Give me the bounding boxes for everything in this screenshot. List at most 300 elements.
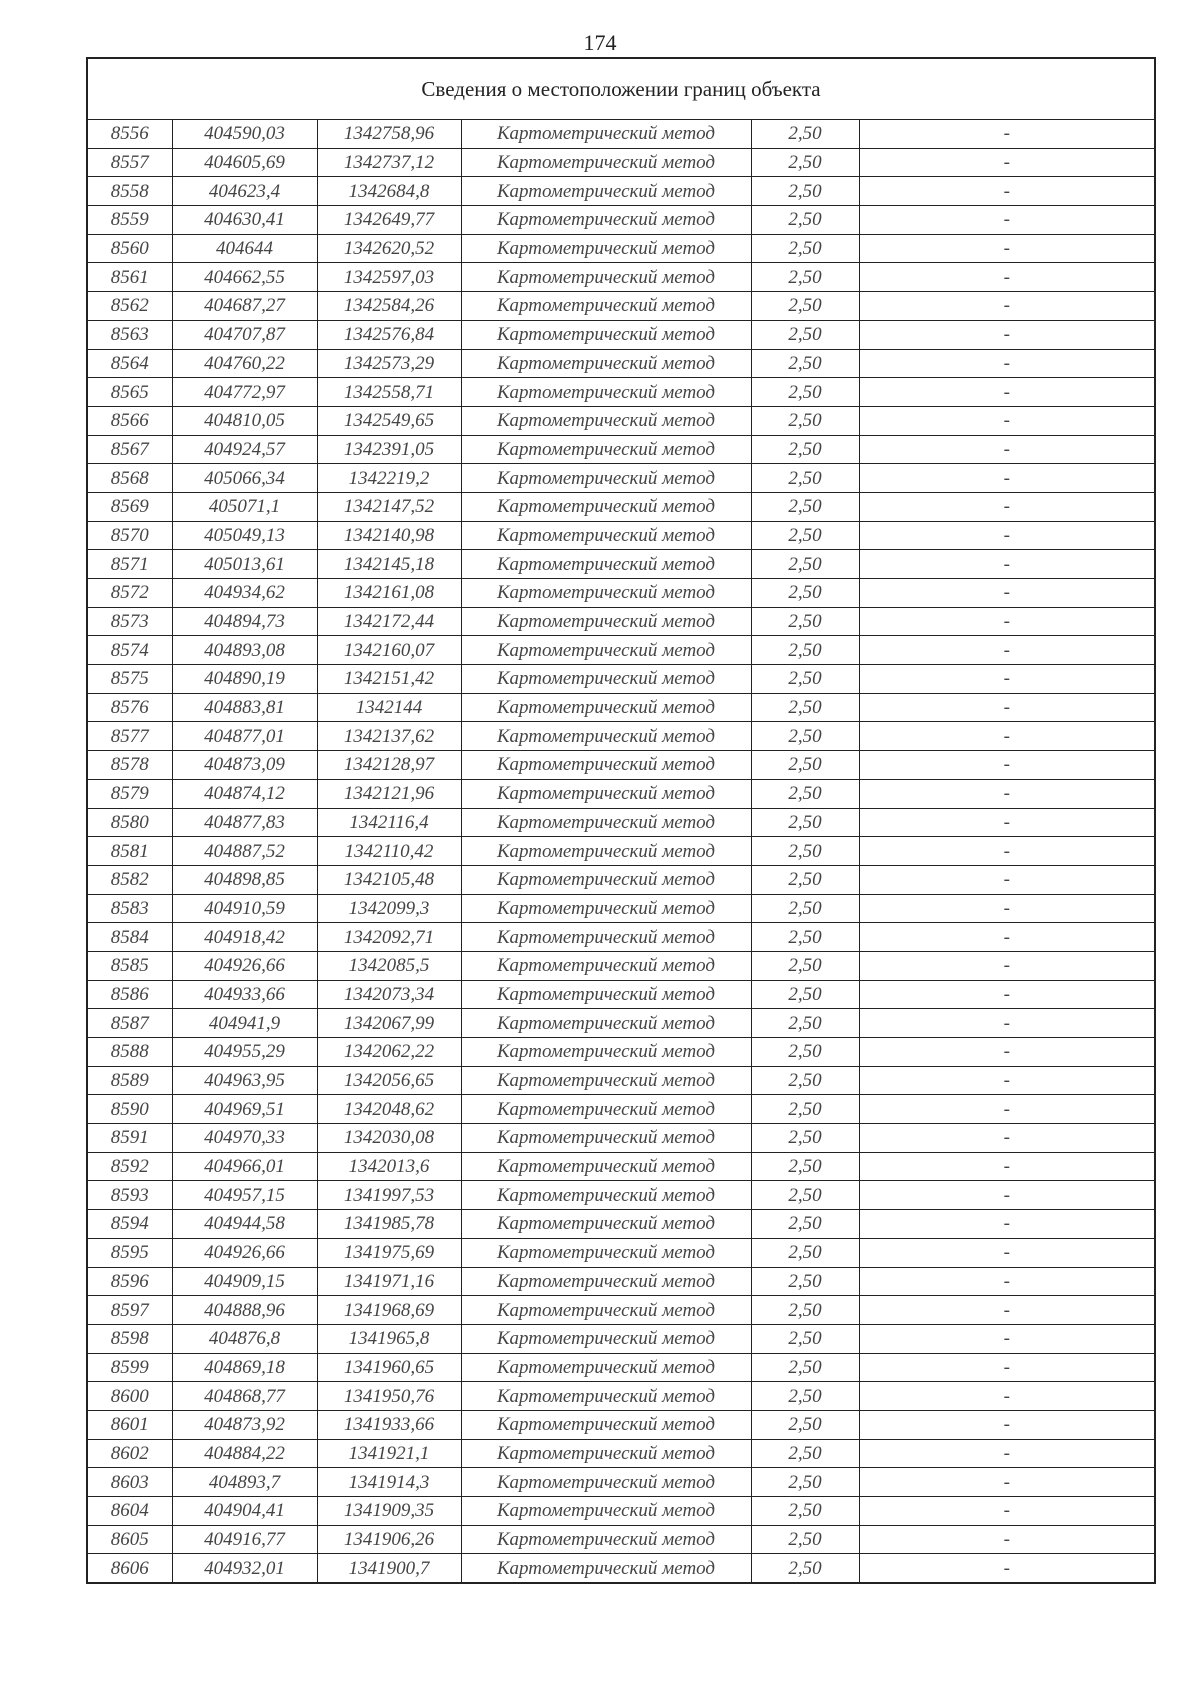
x-coordinate-cell: 404970,33 <box>172 1124 317 1153</box>
point-number-cell: 8557 <box>87 148 172 177</box>
y-coordinate-cell: 1342584,26 <box>317 292 461 321</box>
table-row <box>87 636 1155 665</box>
point-number-cell: 8583 <box>87 894 172 923</box>
description-cell: - <box>859 665 1155 694</box>
x-coordinate-cell: 404955,29 <box>172 1038 317 1067</box>
precision-cell: 2,50 <box>751 320 859 349</box>
point-number-cell: 8567 <box>87 435 172 464</box>
precision-cell: 2,50 <box>751 779 859 808</box>
description-cell: - <box>859 636 1155 665</box>
x-coordinate-cell: 404963,95 <box>172 1066 317 1095</box>
point-number-cell: 8593 <box>87 1181 172 1210</box>
description-cell: - <box>859 349 1155 378</box>
y-coordinate-cell: 1342649,77 <box>317 206 461 235</box>
x-coordinate-cell: 404873,92 <box>172 1410 317 1439</box>
x-coordinate-cell: 404877,01 <box>172 722 317 751</box>
y-coordinate-cell: 1342160,07 <box>317 636 461 665</box>
precision-cell: 2,50 <box>751 980 859 1009</box>
precision-cell: 2,50 <box>751 492 859 521</box>
method-cell: Картометрический метод <box>461 1009 751 1038</box>
description-cell: - <box>859 378 1155 407</box>
table-row <box>87 607 1155 636</box>
point-number-cell: 8556 <box>87 120 172 149</box>
y-coordinate-cell: 1341985,78 <box>317 1210 461 1239</box>
method-cell: Картометрический метод <box>461 1353 751 1382</box>
table-row <box>87 177 1155 206</box>
description-cell: - <box>859 1554 1155 1583</box>
method-cell: Картометрический метод <box>461 1066 751 1095</box>
description-cell: - <box>859 263 1155 292</box>
x-coordinate-cell: 404898,85 <box>172 865 317 894</box>
y-coordinate-cell: 1342116,4 <box>317 808 461 837</box>
table-row <box>87 693 1155 722</box>
x-coordinate-cell: 404969,51 <box>172 1095 317 1124</box>
y-coordinate-cell: 1342219,2 <box>317 464 461 493</box>
description-cell: - <box>859 894 1155 923</box>
point-number-cell: 8570 <box>87 521 172 550</box>
precision-cell: 2,50 <box>751 378 859 407</box>
y-coordinate-cell: 1342128,97 <box>317 751 461 780</box>
x-coordinate-cell: 405071,1 <box>172 492 317 521</box>
x-coordinate-cell: 404926,66 <box>172 951 317 980</box>
description-cell: - <box>859 980 1155 1009</box>
x-coordinate-cell: 404876,8 <box>172 1324 317 1353</box>
table-row <box>87 1296 1155 1325</box>
precision-cell: 2,50 <box>751 1038 859 1067</box>
method-cell: Картометрический метод <box>461 1181 751 1210</box>
point-number-cell: 8602 <box>87 1439 172 1468</box>
method-cell: Картометрический метод <box>461 1324 751 1353</box>
y-coordinate-cell: 1342684,8 <box>317 177 461 206</box>
point-number-cell: 8577 <box>87 722 172 751</box>
y-coordinate-cell: 1342067,99 <box>317 1009 461 1038</box>
boundary-coordinates-table <box>86 57 1156 1584</box>
table-row <box>87 148 1155 177</box>
precision-cell: 2,50 <box>751 1238 859 1267</box>
description-cell: - <box>859 693 1155 722</box>
x-coordinate-cell: 404890,19 <box>172 665 317 694</box>
precision-cell: 2,50 <box>751 148 859 177</box>
table-row <box>87 1382 1155 1411</box>
x-coordinate-cell: 404924,57 <box>172 435 317 464</box>
method-cell: Картометрический метод <box>461 521 751 550</box>
table-row <box>87 1468 1155 1497</box>
description-cell: - <box>859 464 1155 493</box>
description-cell: - <box>859 521 1155 550</box>
description-cell: - <box>859 1439 1155 1468</box>
x-coordinate-cell: 404910,59 <box>172 894 317 923</box>
y-coordinate-cell: 1342137,62 <box>317 722 461 751</box>
precision-cell: 2,50 <box>751 1152 859 1181</box>
description-cell: - <box>859 865 1155 894</box>
y-coordinate-cell: 1342092,71 <box>317 923 461 952</box>
x-coordinate-cell: 404894,73 <box>172 607 317 636</box>
point-number-cell: 8594 <box>87 1210 172 1239</box>
table-row <box>87 263 1155 292</box>
description-cell: - <box>859 722 1155 751</box>
y-coordinate-cell: 1342597,03 <box>317 263 461 292</box>
precision-cell: 2,50 <box>751 464 859 493</box>
description-cell: - <box>859 751 1155 780</box>
table-row <box>87 550 1155 579</box>
precision-cell: 2,50 <box>751 865 859 894</box>
description-cell: - <box>859 550 1155 579</box>
description-cell: - <box>859 1324 1155 1353</box>
precision-cell: 2,50 <box>751 1497 859 1526</box>
y-coordinate-cell: 1342558,71 <box>317 378 461 407</box>
method-cell: Картометрический метод <box>461 636 751 665</box>
description-cell: - <box>859 1497 1155 1526</box>
x-coordinate-cell: 404760,22 <box>172 349 317 378</box>
method-cell: Картометрический метод <box>461 951 751 980</box>
method-cell: Картометрический метод <box>461 1238 751 1267</box>
method-cell: Картометрический метод <box>461 492 751 521</box>
x-coordinate-cell: 404944,58 <box>172 1210 317 1239</box>
table-row <box>87 521 1155 550</box>
method-cell: Картометрический метод <box>461 349 751 378</box>
x-coordinate-cell: 404957,15 <box>172 1181 317 1210</box>
point-number-cell: 8606 <box>87 1554 172 1583</box>
table-row <box>87 1210 1155 1239</box>
y-coordinate-cell: 1342110,42 <box>317 837 461 866</box>
precision-cell: 2,50 <box>751 550 859 579</box>
x-coordinate-cell: 404966,01 <box>172 1152 317 1181</box>
x-coordinate-cell: 404590,03 <box>172 120 317 149</box>
table-row <box>87 1038 1155 1067</box>
point-number-cell: 8575 <box>87 665 172 694</box>
method-cell: Картометрический метод <box>461 120 751 149</box>
precision-cell: 2,50 <box>751 206 859 235</box>
x-coordinate-cell: 404873,09 <box>172 751 317 780</box>
precision-cell: 2,50 <box>751 1410 859 1439</box>
table-row <box>87 1009 1155 1038</box>
y-coordinate-cell: 1341921,1 <box>317 1439 461 1468</box>
x-coordinate-cell: 404893,08 <box>172 636 317 665</box>
x-coordinate-cell: 404893,7 <box>172 1468 317 1497</box>
point-number-cell: 8581 <box>87 837 172 866</box>
table-row <box>87 1439 1155 1468</box>
precision-cell: 2,50 <box>751 1324 859 1353</box>
x-coordinate-cell: 404904,41 <box>172 1497 317 1526</box>
table-row <box>87 1497 1155 1526</box>
x-coordinate-cell: 404883,81 <box>172 693 317 722</box>
y-coordinate-cell: 1341906,26 <box>317 1525 461 1554</box>
y-coordinate-cell: 1341900,7 <box>317 1554 461 1583</box>
table-row <box>87 120 1155 149</box>
description-cell: - <box>859 492 1155 521</box>
point-number-cell: 8578 <box>87 751 172 780</box>
description-cell: - <box>859 779 1155 808</box>
method-cell: Картометрический метод <box>461 206 751 235</box>
description-cell: - <box>859 406 1155 435</box>
precision-cell: 2,50 <box>751 837 859 866</box>
table-row <box>87 951 1155 980</box>
x-coordinate-cell: 404630,41 <box>172 206 317 235</box>
method-cell: Картометрический метод <box>461 234 751 263</box>
y-coordinate-cell: 1341909,35 <box>317 1497 461 1526</box>
x-coordinate-cell: 405066,34 <box>172 464 317 493</box>
x-coordinate-cell: 405049,13 <box>172 521 317 550</box>
point-number-cell: 8568 <box>87 464 172 493</box>
point-number-cell: 8579 <box>87 779 172 808</box>
point-number-cell: 8588 <box>87 1038 172 1067</box>
precision-cell: 2,50 <box>751 1210 859 1239</box>
method-cell: Картометрический метод <box>461 292 751 321</box>
y-coordinate-cell: 1342013,6 <box>317 1152 461 1181</box>
x-coordinate-cell: 404877,83 <box>172 808 317 837</box>
table-row <box>87 722 1155 751</box>
description-cell: - <box>859 923 1155 952</box>
table-row <box>87 206 1155 235</box>
y-coordinate-cell: 1342620,52 <box>317 234 461 263</box>
description-cell: - <box>859 1124 1155 1153</box>
point-number-cell: 8562 <box>87 292 172 321</box>
table-row <box>87 1095 1155 1124</box>
table-row <box>87 435 1155 464</box>
precision-cell: 2,50 <box>751 234 859 263</box>
point-number-cell: 8563 <box>87 320 172 349</box>
precision-cell: 2,50 <box>751 693 859 722</box>
y-coordinate-cell: 1342145,18 <box>317 550 461 579</box>
table-row <box>87 1181 1155 1210</box>
point-number-cell: 8597 <box>87 1296 172 1325</box>
method-cell: Картометрический метод <box>461 894 751 923</box>
description-cell: - <box>859 320 1155 349</box>
x-coordinate-cell: 404887,52 <box>172 837 317 866</box>
y-coordinate-cell: 1341968,69 <box>317 1296 461 1325</box>
point-number-cell: 8584 <box>87 923 172 952</box>
x-coordinate-cell: 404926,66 <box>172 1238 317 1267</box>
precision-cell: 2,50 <box>751 1382 859 1411</box>
precision-cell: 2,50 <box>751 607 859 636</box>
method-cell: Картометрический метод <box>461 693 751 722</box>
y-coordinate-cell: 1342056,65 <box>317 1066 461 1095</box>
table-title: Сведения о местоположении границ объекта <box>87 58 1155 120</box>
y-coordinate-cell: 1342147,52 <box>317 492 461 521</box>
method-cell: Картометрический метод <box>461 1210 751 1239</box>
precision-cell: 2,50 <box>751 1066 859 1095</box>
x-coordinate-cell: 405013,61 <box>172 550 317 579</box>
table-row <box>87 808 1155 837</box>
y-coordinate-cell: 1342549,65 <box>317 406 461 435</box>
y-coordinate-cell: 1341950,76 <box>317 1382 461 1411</box>
point-number-cell: 8598 <box>87 1324 172 1353</box>
table-row <box>87 1525 1155 1554</box>
y-coordinate-cell: 1342099,3 <box>317 894 461 923</box>
precision-cell: 2,50 <box>751 1267 859 1296</box>
description-cell: - <box>859 1410 1155 1439</box>
method-cell: Картометрический метод <box>461 550 751 579</box>
table-row <box>87 1554 1155 1583</box>
point-number-cell: 8591 <box>87 1124 172 1153</box>
description-cell: - <box>859 234 1155 263</box>
description-cell: - <box>859 1152 1155 1181</box>
precision-cell: 2,50 <box>751 1095 859 1124</box>
table-body <box>87 120 1155 1584</box>
precision-cell: 2,50 <box>751 1525 859 1554</box>
point-number-cell: 8564 <box>87 349 172 378</box>
description-cell: - <box>859 1468 1155 1497</box>
table-row <box>87 865 1155 894</box>
table-row <box>87 492 1155 521</box>
point-number-cell: 8559 <box>87 206 172 235</box>
precision-cell: 2,50 <box>751 923 859 952</box>
table-row <box>87 320 1155 349</box>
point-number-cell: 8558 <box>87 177 172 206</box>
y-coordinate-cell: 1342576,84 <box>317 320 461 349</box>
y-coordinate-cell: 1341933,66 <box>317 1410 461 1439</box>
method-cell: Картометрический метод <box>461 378 751 407</box>
point-number-cell: 8590 <box>87 1095 172 1124</box>
point-number-cell: 8601 <box>87 1410 172 1439</box>
method-cell: Картометрический метод <box>461 665 751 694</box>
precision-cell: 2,50 <box>751 1296 859 1325</box>
table-row <box>87 779 1155 808</box>
x-coordinate-cell: 404888,96 <box>172 1296 317 1325</box>
point-number-cell: 8561 <box>87 263 172 292</box>
y-coordinate-cell: 1342073,34 <box>317 980 461 1009</box>
description-cell: - <box>859 607 1155 636</box>
description-cell: - <box>859 808 1155 837</box>
table-row <box>87 406 1155 435</box>
point-number-cell: 8599 <box>87 1353 172 1382</box>
point-number-cell: 8572 <box>87 579 172 608</box>
description-cell: - <box>859 177 1155 206</box>
method-cell: Картометрический метод <box>461 722 751 751</box>
method-cell: Картометрический метод <box>461 1525 751 1554</box>
table-title-row <box>87 58 1155 120</box>
point-number-cell: 8604 <box>87 1497 172 1526</box>
x-coordinate-cell: 404934,62 <box>172 579 317 608</box>
description-cell: - <box>859 951 1155 980</box>
method-cell: Картометрический метод <box>461 579 751 608</box>
description-cell: - <box>859 1296 1155 1325</box>
y-coordinate-cell: 1342105,48 <box>317 865 461 894</box>
description-cell: - <box>859 837 1155 866</box>
point-number-cell: 8605 <box>87 1525 172 1554</box>
point-number-cell: 8585 <box>87 951 172 980</box>
table-row <box>87 1238 1155 1267</box>
description-cell: - <box>859 1353 1155 1382</box>
description-cell: - <box>859 579 1155 608</box>
precision-cell: 2,50 <box>751 636 859 665</box>
method-cell: Картометрический метод <box>461 1468 751 1497</box>
description-cell: - <box>859 1009 1155 1038</box>
table-row <box>87 1324 1155 1353</box>
y-coordinate-cell: 1342161,08 <box>317 579 461 608</box>
point-number-cell: 8589 <box>87 1066 172 1095</box>
x-coordinate-cell: 404605,69 <box>172 148 317 177</box>
precision-cell: 2,50 <box>751 1181 859 1210</box>
x-coordinate-cell: 404874,12 <box>172 779 317 808</box>
point-number-cell: 8566 <box>87 406 172 435</box>
description-cell: - <box>859 292 1155 321</box>
table-row <box>87 1410 1155 1439</box>
method-cell: Картометрический метод <box>461 751 751 780</box>
method-cell: Картометрический метод <box>461 1554 751 1583</box>
method-cell: Картометрический метод <box>461 1152 751 1181</box>
precision-cell: 2,50 <box>751 751 859 780</box>
description-cell: - <box>859 1382 1155 1411</box>
y-coordinate-cell: 1341997,53 <box>317 1181 461 1210</box>
method-cell: Картометрический метод <box>461 1267 751 1296</box>
table-row <box>87 378 1155 407</box>
method-cell: Картометрический метод <box>461 837 751 866</box>
point-number-cell: 8560 <box>87 234 172 263</box>
table-row <box>87 980 1155 1009</box>
precision-cell: 2,50 <box>751 1009 859 1038</box>
precision-cell: 2,50 <box>751 808 859 837</box>
description-cell: - <box>859 1210 1155 1239</box>
table-row <box>87 1124 1155 1153</box>
method-cell: Картометрический метод <box>461 607 751 636</box>
precision-cell: 2,50 <box>751 1554 859 1583</box>
description-cell: - <box>859 1066 1155 1095</box>
description-cell: - <box>859 120 1155 149</box>
table-row <box>87 1353 1155 1382</box>
y-coordinate-cell: 1342140,98 <box>317 521 461 550</box>
precision-cell: 2,50 <box>751 349 859 378</box>
table-row <box>87 923 1155 952</box>
description-cell: - <box>859 1095 1155 1124</box>
x-coordinate-cell: 404687,27 <box>172 292 317 321</box>
precision-cell: 2,50 <box>751 435 859 464</box>
description-cell: - <box>859 206 1155 235</box>
y-coordinate-cell: 1341971,16 <box>317 1267 461 1296</box>
point-number-cell: 8595 <box>87 1238 172 1267</box>
table-row <box>87 1152 1155 1181</box>
y-coordinate-cell: 1342573,29 <box>317 349 461 378</box>
x-coordinate-cell: 404884,22 <box>172 1439 317 1468</box>
x-coordinate-cell: 404916,77 <box>172 1525 317 1554</box>
method-cell: Картометрический метод <box>461 263 751 292</box>
point-number-cell: 8596 <box>87 1267 172 1296</box>
description-cell: - <box>859 148 1155 177</box>
method-cell: Картометрический метод <box>461 406 751 435</box>
table-row <box>87 234 1155 263</box>
x-coordinate-cell: 404932,01 <box>172 1554 317 1583</box>
table-row <box>87 751 1155 780</box>
method-cell: Картометрический метод <box>461 177 751 206</box>
method-cell: Картометрический метод <box>461 808 751 837</box>
point-number-cell: 8592 <box>87 1152 172 1181</box>
method-cell: Картометрический метод <box>461 1095 751 1124</box>
description-cell: - <box>859 435 1155 464</box>
x-coordinate-cell: 404623,4 <box>172 177 317 206</box>
y-coordinate-cell: 1342151,42 <box>317 665 461 694</box>
x-coordinate-cell: 404941,9 <box>172 1009 317 1038</box>
page-number: 174 <box>583 30 617 55</box>
x-coordinate-cell: 404644 <box>172 234 317 263</box>
y-coordinate-cell: 1342391,05 <box>317 435 461 464</box>
x-coordinate-cell: 404909,15 <box>172 1267 317 1296</box>
table-row <box>87 292 1155 321</box>
table-row <box>87 665 1155 694</box>
method-cell: Картометрический метод <box>461 148 751 177</box>
precision-cell: 2,50 <box>751 521 859 550</box>
precision-cell: 2,50 <box>751 177 859 206</box>
precision-cell: 2,50 <box>751 665 859 694</box>
point-number-cell: 8571 <box>87 550 172 579</box>
x-coordinate-cell: 404707,87 <box>172 320 317 349</box>
y-coordinate-cell: 1342030,08 <box>317 1124 461 1153</box>
method-cell: Картометрический метод <box>461 1410 751 1439</box>
precision-cell: 2,50 <box>751 894 859 923</box>
method-cell: Картометрический метод <box>461 1296 751 1325</box>
method-cell: Картометрический метод <box>461 1439 751 1468</box>
method-cell: Картометрический метод <box>461 779 751 808</box>
description-cell: - <box>859 1525 1155 1554</box>
